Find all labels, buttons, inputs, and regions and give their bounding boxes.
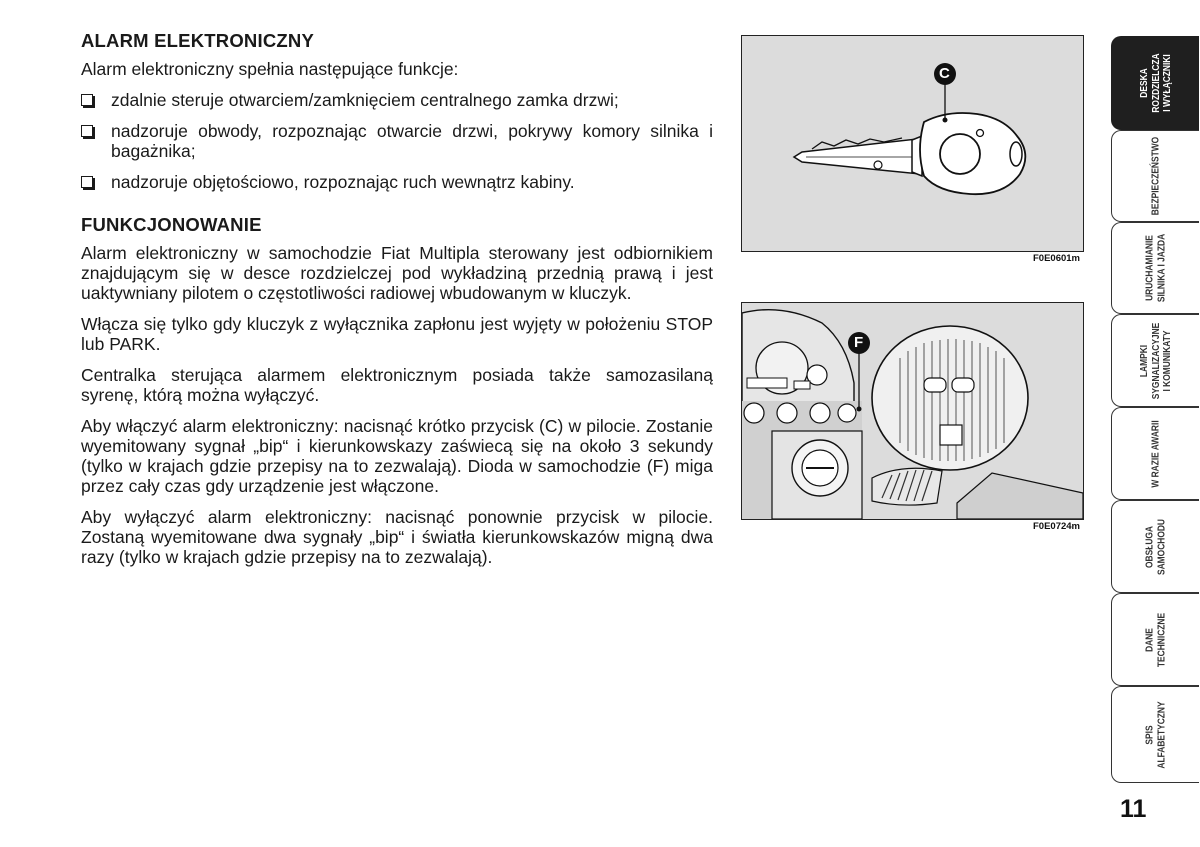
list-item: zdalnie steruje otwarciem/zamknięciem centralnego zamka drzwi; — [81, 90, 713, 110]
checkbox-bullet-icon — [81, 94, 93, 106]
list-item: nadzoruje obwody, rozpoznając otwarcie drzwi, pokrywy komory silnika i bagażnika; — [81, 121, 713, 161]
key-fob-icon — [742, 36, 1083, 251]
dashboard-illustration — [741, 302, 1084, 520]
paragraph: Aby włączyć alarm elektroniczny: nacisnąć krótko przycisk (C) w pilocie. Zostanie wyemitowany sygnał „bip“ i kierunkowskazy zaświecą się na około 3 sekundy (tylko w krajach gdzie przepisy na to zezwalają). Dioda w samochodzie (F) miga przez cały czas gdy urządzenie jest włączone. — [81, 416, 713, 496]
section-title-funkcjonowanie: FUNKCJONOWANIE — [81, 214, 262, 235]
intro-paragraph: Alarm elektroniczny spełnia następujące funkcje: — [81, 59, 459, 79]
tab-uruchamianie[interactable]: URUCHAMIANIE SILNIKA I JAZDA — [1111, 222, 1199, 314]
list-item: nadzoruje objętościowo, rozpoznając ruch wewnątrz kabiny. — [81, 172, 713, 192]
tab-dane-techniczne[interactable]: DANE TECHNICZNE — [1111, 593, 1199, 686]
tab-obsluga[interactable]: OBSŁUGA SAMOCHODU — [1111, 500, 1199, 593]
dashboard-led-icon — [742, 303, 1083, 519]
main-content — [81, 30, 713, 578]
page-number: 11 — [1120, 795, 1147, 823]
figure-caption: F0E0724m — [1033, 521, 1081, 532]
tab-deska-rozdzielcza[interactable]: DESKA ROZDZIELCZA I WYŁĄCZNIKI — [1111, 36, 1199, 130]
tab-spis-alfabetyczny[interactable]: SPIS ALFABETYCZNY — [1111, 686, 1199, 783]
marker-f-label: F — [854, 334, 864, 351]
marker-c-label: C — [939, 65, 950, 82]
tab-w-razie-awarii[interactable]: W RAZIE AWARII — [1111, 407, 1199, 500]
figure-caption: F0E0601m — [1033, 253, 1081, 264]
paragraph: Alarm elektroniczny w samochodzie Fiat Multipla sterowany jest odbiornikiem znajdującym się w desce rozdzielczej pod wykładziną przednią prawą i jest uaktywniany pilotem o częstotliwości radiowej wbudowanym w kluczyk. — [81, 243, 713, 303]
paragraph: Aby wyłączyć alarm elektroniczny: nacisnąć ponownie przycisk w pilocie. Zostaną wyemitowane dwa sygnały „bip“ i światła kierunkowskazów migną dwa razy (tylko w krajach gdzie przepisy na to zezwalają). — [81, 507, 713, 567]
tab-lampki[interactable]: LAMPKI SYGNALIZACYJNE I KOMUNIKATY — [1111, 314, 1199, 407]
paragraph: Włącza się tylko gdy kluczyk z wyłącznika zapłonu jest wyjęty w położeniu STOP lub PARK. — [81, 314, 713, 354]
checkbox-bullet-icon — [81, 125, 93, 137]
section-title-alarm: ALARM ELEKTRONICZNY — [81, 30, 314, 51]
checkbox-bullet-icon — [81, 176, 93, 188]
paragraph: Centralka sterująca alarmem elektronicznym posiada także samozasilaną syrenę, którą można wyłączyć. — [81, 365, 713, 405]
key-illustration — [741, 35, 1084, 252]
function-list — [81, 90, 713, 192]
tab-bezpieczenstwo[interactable]: BEZPIECZEŃSTWO — [1111, 130, 1199, 222]
